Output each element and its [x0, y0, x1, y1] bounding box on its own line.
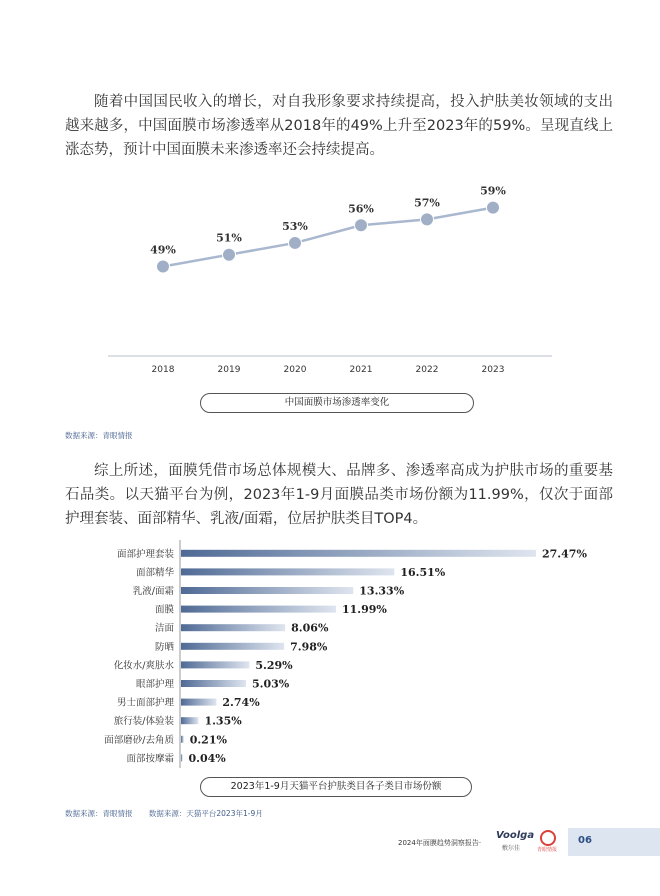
data-point [421, 213, 434, 226]
bar-value-label: 13.33% [359, 584, 405, 598]
category-label: 面部护理套装 [116, 548, 174, 560]
bar [181, 568, 394, 575]
x-tick-label: 2018 [151, 365, 175, 375]
data-label: 51% [216, 231, 242, 245]
category-label: 面膜 [154, 604, 174, 616]
bar-value-label: 5.29% [255, 658, 293, 672]
bar [181, 624, 285, 631]
x-tick-label: 2019 [217, 365, 241, 375]
bar [181, 661, 249, 668]
x-tick-label: 2020 [283, 365, 307, 375]
data-label: 49% [150, 243, 176, 257]
category-label: 面部磨砂/去角质 [104, 734, 174, 746]
category-label: 乳液/面霜 [132, 586, 174, 597]
bar-value-label: 1.35% [204, 714, 242, 728]
data-point [355, 219, 368, 232]
source-text-b: 数据来源：天猫平台2023年1-9月 [148, 809, 263, 818]
category-label: 面部精华 [135, 567, 174, 579]
data-point [487, 201, 500, 214]
bar [181, 643, 284, 650]
voolga-logo-sub: 敷尔佳 [502, 845, 521, 852]
bar [181, 550, 536, 557]
bar [181, 736, 184, 743]
qingyan-logo-icon [540, 830, 556, 846]
bar-chart-source [65, 808, 277, 819]
bar-value-label: 0.04% [188, 751, 226, 765]
footer-report-title: 2024年面膜趋势洞察报告· [398, 839, 482, 847]
category-label: 旅行装/体验装 [113, 716, 174, 728]
bar-value-label: 27.47% [542, 547, 587, 561]
bar-value-label: 11.99% [341, 603, 387, 617]
voolga-logo: Voolga [496, 830, 535, 841]
category-label: 面部按摩霜 [126, 753, 174, 765]
category-label: 洁面 [154, 623, 174, 635]
source-text: 数据来源：青眼情报 [65, 431, 133, 440]
bar [181, 680, 246, 687]
bar-value-label: 0.21% [189, 733, 227, 747]
x-tick-label: 2022 [415, 365, 439, 375]
bar-chart-caption: 2023年1-9月天猫平台护肤类目各子类目市场份额 [200, 777, 472, 797]
data-point [157, 260, 170, 273]
intro-paragraph: 随着中国国民收入的增长，对自我形象要求持续提高，投入护肤美妆领域的支出越来越多，中国面膜市场渗透率从2018年的49%上升至2023年的59%。呈现直线上涨态势，预计中国面膜未来渗透率还会持续提高。 [65, 94, 613, 158]
bar-value-label: 5.03% [252, 677, 290, 691]
bar-value-label: 8.06% [291, 621, 329, 635]
bar [181, 699, 216, 706]
data-label: 59% [480, 184, 506, 198]
category-label: 男士面部护理 [116, 697, 174, 709]
qingyan-logo-sub: 青眼情报 [537, 847, 558, 853]
category-share-bar-chart [70, 540, 630, 772]
penetration-series-line [163, 208, 493, 267]
source-text-a: 数据来源：青眼情报 [65, 809, 133, 818]
category-label: 眼部护理 [135, 679, 174, 690]
bar [181, 606, 336, 613]
category-label: 防晒 [154, 641, 174, 653]
penetration-line-chart [100, 160, 560, 385]
bar-value-label: 16.51% [400, 565, 446, 579]
data-point [223, 248, 236, 261]
x-tick-label: 2021 [349, 365, 373, 375]
bar [181, 587, 353, 594]
data-point [289, 236, 302, 249]
line-chart-caption: 中国面膜市场渗透率变化 [200, 393, 474, 413]
summary-paragraph: 综上所述，面膜凭借市场总体规模大、品牌多、渗透率高成为护肤市场的重要基石品类。以天猫平台为例，2023年1-9月面膜品类市场份额为11.99%，仅次于面部护理套装、面部精华、乳液/面霜，位居护肤类目TOP4。 [65, 463, 613, 527]
category-label: 化妆水/爽肤水 [113, 660, 174, 672]
data-label: 53% [282, 219, 308, 233]
bar-value-label: 7.98% [290, 640, 328, 654]
data-label: 56% [348, 202, 374, 216]
data-label: 57% [414, 196, 440, 210]
bar-value-label: 2.74% [222, 696, 260, 710]
bar [181, 717, 198, 724]
x-tick-label: 2023 [481, 365, 505, 375]
bar [181, 754, 183, 761]
page-number: 06 [578, 835, 592, 846]
line-chart-source [65, 430, 147, 441]
